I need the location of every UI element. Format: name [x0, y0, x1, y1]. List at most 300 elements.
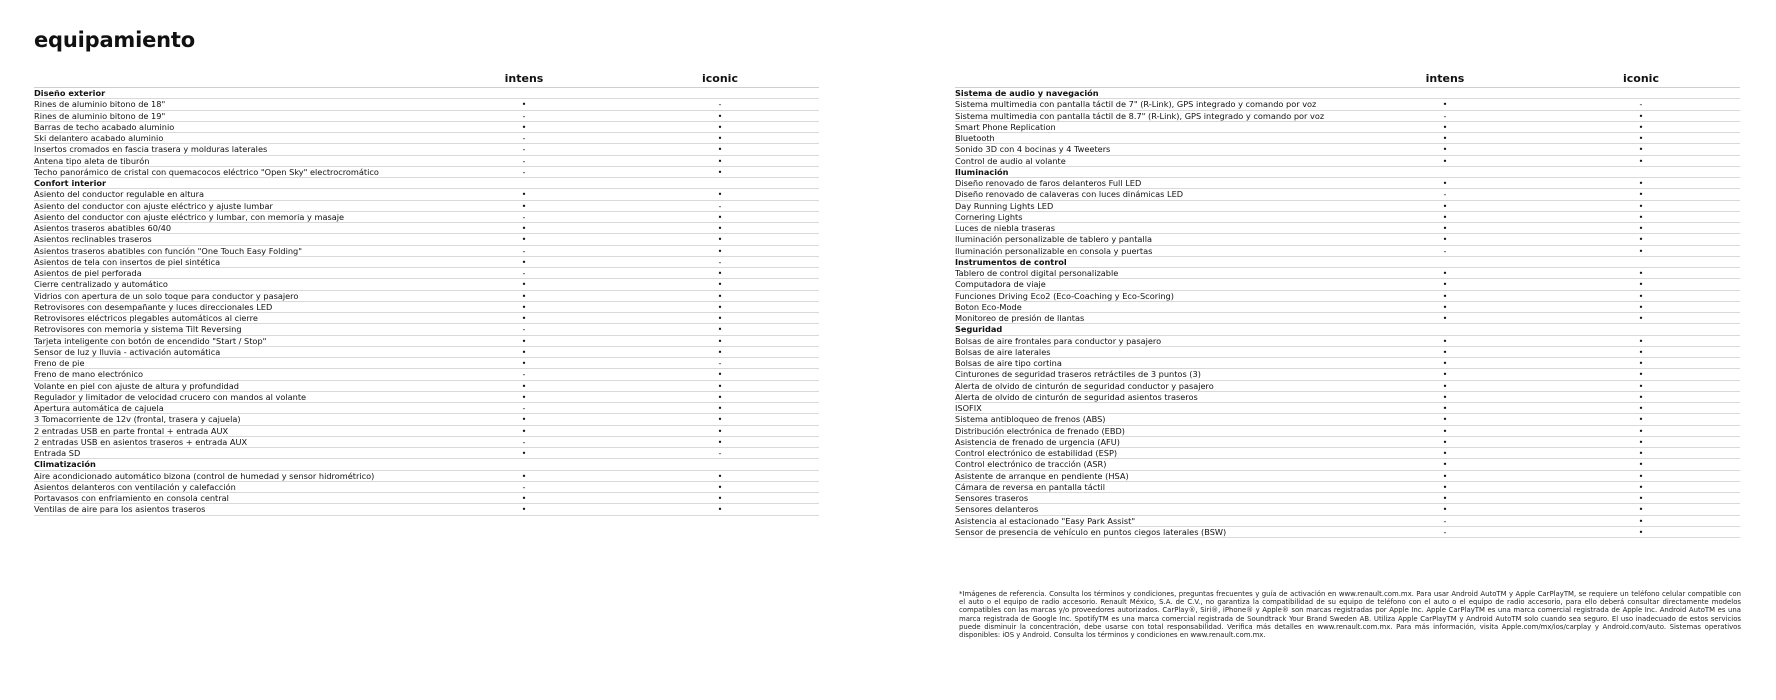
feature-name: Bolsas de aire laterales: [955, 346, 1051, 357]
intens-availability: •: [521, 471, 527, 481]
iconic-availability: •: [1638, 190, 1644, 200]
feature-name: ISOFIX: [955, 403, 982, 413]
feature-name: Distribución electrónica de frenado (EBD): [955, 425, 1125, 436]
iconic-availability: •: [1638, 111, 1644, 121]
iconic-availability: •: [1638, 381, 1644, 391]
table-row: [955, 358, 1740, 369]
table-row: [34, 414, 819, 425]
table-row: [955, 234, 1740, 245]
iconic-availability: -: [718, 257, 722, 267]
intens-availability: •: [521, 336, 527, 346]
column-header: [955, 72, 1740, 88]
table-row: [955, 414, 1740, 425]
feature-name: Retrovisores eléctricos plegables automáticos al cierre: [34, 313, 258, 323]
iconic-availability: •: [1638, 494, 1644, 503]
iconic-availability: •: [1638, 460, 1644, 470]
intens-availability: •: [1442, 381, 1448, 391]
table-row: [955, 223, 1740, 234]
table-row: [34, 122, 819, 133]
intens-availability: •: [521, 122, 527, 132]
footnote: *Imágenes de referencia. Consulta los términos y condiciones, preguntas frecuentes y guía de activación en www.renault.com.mx. Para usar Android AutoTM y Apple CarPlayTM, se requiere un teléfono celular compatible con el auto o el equipo de radio accesorio. Renault México, S.A. de C.V., no garantiza la compatibilidad de su equipo de teléfono con el auto o el equipo de radio accesorio, para ello deberá consultar directamente modelos compatibles con las marcas y/o proveedores autorizados. CarPlay®, Siri®, iPhone® y Apple® son marcas registradas por Apple Inc. Apple CarPlayTM es una marca comercial registrada de Apple Inc. Android AutoTM es una marca registrada de Google Inc. SpotifyTM es una marca comercial registrada de Soundtrack Your Brand Sweden AB. Utiliza Apple CarPlayTM y Android AutoTM solo cuando sea seguro. El uso inadecuado de estos servicios puede disminuir la concentración, debe usarse con total responsabilidad. Verifica más detalles en www.renault.com.mx. Para más información, visita Apple.com/mx/ios/carplay y Android.com/auto. Sistemas operativos disponibles: iOS y Android. Consulta los términos y condiciones en www.renault.com.mx.: [959, 590, 1741, 640]
table-row: [955, 212, 1740, 223]
iconic-availability: •: [717, 505, 723, 515]
section-heading: Climatización: [34, 459, 819, 470]
table-row: [955, 381, 1740, 392]
feature-name: Cornering Lights: [955, 211, 1023, 222]
intens-availability: •: [521, 449, 527, 458]
table-row: [955, 99, 1740, 110]
table-row: [34, 369, 819, 380]
iconic-availability: •: [717, 302, 723, 312]
feature-name: Ski delantero acabado aluminio: [34, 133, 164, 143]
intens-availability: •: [1442, 100, 1448, 110]
column-header-intens: intens: [1425, 72, 1465, 85]
intens-availability: •: [521, 426, 527, 436]
intens-availability: -: [522, 167, 526, 177]
table-row: [955, 268, 1740, 279]
feature-name: Luces de niebla traseras: [955, 223, 1055, 233]
iconic-availability: •: [1638, 437, 1644, 447]
iconic-availability: •: [1638, 201, 1644, 211]
table-row: [955, 201, 1740, 212]
section-heading: Confort interior: [34, 178, 819, 189]
intens-availability: •: [521, 359, 527, 368]
feature-name: 2 entradas USB en asientos traseros + entrada AUX: [34, 436, 248, 447]
feature-name: Asistencia al estacionado "Easy Park Assist": [955, 515, 1136, 526]
table-row: [34, 381, 819, 392]
section-heading: Iluminación: [955, 167, 1740, 178]
table-row: [34, 324, 819, 335]
iconic-availability: •: [717, 145, 723, 155]
iconic-availability: •: [717, 494, 723, 503]
iconic-availability: •: [1638, 122, 1644, 132]
iconic-availability: •: [717, 235, 723, 245]
table-row: [955, 111, 1740, 122]
table-row: [34, 156, 819, 167]
equipment-table-right: [955, 72, 1740, 538]
table-row: [34, 313, 819, 324]
table-row: [34, 347, 819, 358]
intens-availability: •: [1442, 156, 1448, 166]
feature-name: Freno de pie: [34, 358, 85, 368]
iconic-availability: •: [1638, 449, 1644, 458]
intens-availability: •: [1442, 212, 1448, 222]
iconic-availability: •: [1638, 246, 1644, 256]
iconic-availability: •: [717, 370, 723, 380]
intens-availability: •: [521, 291, 527, 301]
feature-name: Monitoreo de presión de llantas: [955, 313, 1085, 323]
table-row: [34, 504, 819, 515]
table-row: [34, 268, 819, 279]
iconic-availability: •: [717, 212, 723, 222]
right-table-body: [955, 88, 1740, 538]
feature-name: Asientos de piel perforada: [34, 268, 142, 278]
feature-name: Sistema antibloqueo de frenos (ABS): [955, 414, 1106, 425]
iconic-availability: •: [1638, 145, 1644, 155]
iconic-availability: -: [718, 359, 722, 368]
iconic-availability: •: [717, 325, 723, 335]
table-row: [34, 167, 819, 178]
table-row: [955, 189, 1740, 200]
table-row: [34, 223, 819, 234]
iconic-availability: •: [1638, 302, 1644, 312]
feature-name: Control electrónico de estabilidad (ESP): [955, 448, 1118, 458]
feature-name: Antena tipo aleta de tiburón: [34, 155, 150, 166]
intens-availability: -: [522, 134, 526, 143]
feature-name: Bolsas de aire frontales para conductor y pasajero: [955, 335, 1162, 346]
table-row: [955, 336, 1740, 347]
page-title: equipamiento: [34, 28, 195, 52]
feature-name: Asientos traseros abatibles con función "One Touch Easy Folding": [34, 245, 303, 256]
intens-availability: •: [1442, 145, 1448, 155]
feature-name: Ventilas de aire para los asientos traseros: [34, 504, 206, 515]
column-header-iconic: iconic: [702, 72, 738, 85]
section-heading: Instrumentos de control: [955, 257, 1740, 268]
iconic-availability: -: [718, 100, 722, 110]
intens-availability: •: [1442, 179, 1448, 188]
intens-availability: •: [1442, 482, 1448, 492]
table-row: [955, 482, 1740, 493]
iconic-availability: •: [717, 381, 723, 391]
iconic-availability: •: [717, 280, 723, 290]
iconic-availability: •: [1638, 392, 1644, 402]
table-row: [955, 156, 1740, 167]
feature-name: Barras de techo acabado aluminio: [34, 121, 175, 132]
iconic-availability: •: [717, 471, 723, 481]
feature-name: 2 entradas USB en parte frontal + entrada AUX: [34, 425, 229, 436]
intens-availability: -: [522, 404, 526, 413]
iconic-availability: •: [1638, 336, 1644, 346]
feature-name: Diseño renovado de calaveras con luces dinámicas LED: [955, 189, 1184, 200]
table-row: [955, 178, 1740, 189]
column-header-intens: intens: [504, 72, 544, 85]
table-row: [34, 437, 819, 448]
iconic-availability: •: [1638, 134, 1644, 143]
iconic-availability: •: [1638, 527, 1644, 537]
feature-name: Portavasos con enfriamiento en consola central: [34, 493, 229, 503]
table-row: [34, 99, 819, 110]
intens-availability: •: [521, 392, 527, 402]
intens-availability: -: [522, 156, 526, 166]
feature-name: Diseño renovado de faros delanteros Full LED: [955, 178, 1142, 188]
intens-availability: •: [1442, 291, 1448, 301]
iconic-availability: •: [717, 336, 723, 346]
iconic-availability: •: [1638, 471, 1644, 481]
intens-availability: •: [521, 415, 527, 425]
intens-availability: -: [1443, 246, 1447, 256]
table-row: [955, 459, 1740, 470]
iconic-availability: •: [1638, 269, 1644, 278]
iconic-availability: •: [717, 415, 723, 425]
feature-name: Entrada SD: [34, 448, 81, 458]
iconic-availability: •: [717, 437, 723, 447]
table-row: [34, 111, 819, 122]
intens-availability: •: [1442, 370, 1448, 380]
intens-availability: -: [522, 370, 526, 380]
iconic-availability: •: [1638, 370, 1644, 380]
intens-availability: -: [522, 246, 526, 256]
intens-availability: •: [521, 494, 527, 503]
intens-availability: •: [1442, 359, 1448, 368]
table-row: [955, 448, 1740, 459]
intens-availability: •: [521, 302, 527, 312]
feature-name: Control electrónico de tracción (ASR): [955, 459, 1107, 470]
intens-availability: •: [1442, 392, 1448, 402]
table-row: [34, 336, 819, 347]
feature-name: Iluminación personalizable de tablero y pantalla: [955, 234, 1152, 245]
table-row: [955, 122, 1740, 133]
table-row: [955, 392, 1740, 403]
section-heading: Sistema de audio y navegación: [955, 88, 1740, 99]
iconic-availability: -: [1639, 100, 1643, 110]
intens-availability: •: [521, 257, 527, 267]
table-row: [955, 279, 1740, 290]
intens-availability: -: [522, 212, 526, 222]
iconic-availability: •: [1638, 235, 1644, 245]
feature-name: Sonido 3D con 4 bocinas y 4 Tweeters: [955, 144, 1111, 155]
iconic-availability: •: [717, 111, 723, 121]
feature-name: Day Running Lights LED: [955, 200, 1054, 211]
intens-availability: •: [1442, 122, 1448, 132]
feature-name: Alerta de olvido de cinturón de seguridad conductor y pasajero: [955, 380, 1214, 391]
table-row: [34, 189, 819, 200]
intens-availability: •: [521, 280, 527, 290]
iconic-availability: •: [717, 190, 723, 200]
feature-name: Rines de aluminio bitono de 18": [34, 99, 166, 110]
equipment-table-left: [34, 72, 819, 516]
table-row: [34, 133, 819, 144]
intens-availability: -: [1443, 111, 1447, 121]
intens-availability: •: [521, 347, 527, 357]
table-row: [34, 426, 819, 437]
intens-availability: •: [521, 224, 527, 233]
iconic-availability: •: [1638, 291, 1644, 301]
intens-availability: •: [1442, 235, 1448, 245]
iconic-availability: •: [717, 122, 723, 132]
feature-name: Smart Phone Replication: [955, 121, 1056, 132]
feature-name: Sistema multimedia con pantalla táctil de 8.7" (R-Link), GPS integrado y comando por voz: [955, 110, 1325, 121]
table-row: [34, 493, 819, 504]
table-row: [34, 144, 819, 155]
section-heading: Seguridad: [955, 324, 1740, 335]
iconic-availability: •: [717, 156, 723, 166]
table-row: [955, 291, 1740, 302]
intens-availability: •: [1442, 471, 1448, 481]
feature-name: Tarjeta inteligente con botón de encendido "Start / Stop": [34, 335, 267, 346]
iconic-availability: -: [718, 449, 722, 458]
table-row: [955, 302, 1740, 313]
table-row: [34, 302, 819, 313]
intens-availability: •: [1442, 347, 1448, 357]
intens-availability: •: [1442, 280, 1448, 290]
intens-availability: •: [1442, 336, 1448, 346]
column-header: [34, 72, 819, 88]
feature-name: Iluminación personalizable en consola y puertas: [955, 245, 1153, 256]
feature-name: Sistema multimedia con pantalla táctil de 7" (R-Link), GPS integrado y comando por voz: [955, 99, 1317, 110]
iconic-availability: •: [1638, 426, 1644, 436]
table-row: [955, 516, 1740, 527]
intens-availability: •: [521, 505, 527, 515]
table-row: [34, 471, 819, 482]
intens-availability: •: [1442, 314, 1448, 323]
intens-availability: •: [1442, 404, 1448, 413]
intens-availability: -: [522, 111, 526, 121]
intens-availability: •: [521, 381, 527, 391]
table-row: [34, 392, 819, 403]
feature-name: Insertos cromados en fascia trasera y molduras laterales: [34, 144, 268, 155]
feature-name: Sensores traseros: [955, 493, 1029, 503]
table-row: [955, 369, 1740, 380]
table-row: [34, 448, 819, 459]
intens-availability: •: [1442, 437, 1448, 447]
feature-name: 3 Tomacorriente de 12v (frontal, trasera y cajuela): [34, 414, 241, 425]
section-heading: Diseño exterior: [34, 88, 819, 99]
table-row: [955, 504, 1740, 515]
feature-name: Bolsas de aire tipo cortina: [955, 358, 1062, 368]
feature-name: Volante en piel con ajuste de altura y profundidad: [34, 380, 239, 391]
iconic-availability: •: [1638, 359, 1644, 368]
iconic-availability: •: [1638, 516, 1644, 526]
iconic-availability: •: [1638, 224, 1644, 233]
feature-name: Aire acondicionado automático bizona (control de humedad y sensor hidrométrico): [34, 470, 375, 481]
iconic-availability: •: [717, 314, 723, 323]
feature-name: Boton Eco-Mode: [955, 301, 1022, 312]
feature-name: Freno de mano electrónico: [34, 369, 143, 380]
iconic-availability: •: [717, 246, 723, 256]
iconic-availability: •: [717, 269, 723, 278]
table-row: [955, 493, 1740, 504]
intens-availability: •: [1442, 415, 1448, 425]
table-row: [955, 471, 1740, 482]
intens-availability: -: [522, 325, 526, 335]
intens-availability: •: [1442, 224, 1448, 233]
table-row: [955, 527, 1740, 538]
iconic-availability: •: [1638, 212, 1644, 222]
iconic-availability: •: [717, 167, 723, 177]
table-row: [34, 279, 819, 290]
table-row: [955, 313, 1740, 324]
iconic-availability: •: [1638, 404, 1644, 413]
iconic-availability: •: [1638, 156, 1644, 166]
intens-availability: -: [1443, 527, 1447, 537]
feature-name: Asiento del conductor con ajuste eléctrico y ajuste lumbar: [34, 200, 273, 211]
table-row: [955, 246, 1740, 257]
feature-name: Vidrios con apertura de un solo toque para conductor y pasajero: [34, 290, 299, 301]
iconic-availability: •: [717, 392, 723, 402]
column-header-iconic: iconic: [1623, 72, 1659, 85]
table-row: [34, 246, 819, 257]
intens-availability: •: [1442, 460, 1448, 470]
iconic-availability: •: [717, 482, 723, 492]
table-row: [34, 291, 819, 302]
left-table-body: [34, 88, 819, 516]
iconic-availability: •: [1638, 280, 1644, 290]
intens-availability: •: [1442, 201, 1448, 211]
feature-name: Retrovisores con memoria y sistema Tilt Reversing: [34, 324, 242, 335]
intens-availability: •: [521, 314, 527, 323]
iconic-availability: •: [1638, 482, 1644, 492]
iconic-availability: •: [1638, 415, 1644, 425]
feature-name: Alerta de olvido de cinturón de seguridad asientos traseros: [955, 391, 1198, 402]
iconic-availability: •: [1638, 179, 1644, 188]
feature-name: Asientos traseros abatibles 60/40: [34, 223, 172, 233]
iconic-availability: -: [718, 201, 722, 211]
feature-name: Sensores delanteros: [955, 504, 1039, 515]
table-row: [34, 234, 819, 245]
feature-name: Techo panorámico de cristal con quemacocos eléctrico "Open Sky" electrocromático: [34, 166, 379, 177]
iconic-availability: •: [1638, 347, 1644, 357]
iconic-availability: •: [717, 224, 723, 233]
intens-availability: -: [1443, 516, 1447, 526]
iconic-availability: •: [717, 291, 723, 301]
intens-availability: •: [1442, 302, 1448, 312]
feature-name: Asistencia de frenado de urgencia (AFU): [955, 436, 1120, 447]
feature-name: Bluetooth: [955, 133, 995, 143]
table-row: [34, 358, 819, 369]
feature-name: Tablero de control digital personalizable: [955, 268, 1119, 278]
feature-name: Cinturones de seguridad traseros retráctiles de 3 puntos (3): [955, 369, 1201, 380]
table-row: [34, 212, 819, 223]
table-row: [955, 144, 1740, 155]
iconic-availability: •: [1638, 505, 1644, 515]
feature-name: Asiento del conductor regulable en altura: [34, 189, 204, 200]
feature-name: Asistente de arranque en pendiente (HSA): [955, 470, 1129, 481]
table-row: [955, 347, 1740, 358]
feature-name: Asientos delanteros con ventilación y calefacción: [34, 481, 236, 492]
feature-name: Sensor de presencia de vehículo en puntos ciegos laterales (BSW): [955, 526, 1227, 537]
feature-name: Asientos de tela con insertos de piel sintética: [34, 256, 221, 267]
iconic-availability: •: [717, 134, 723, 143]
feature-name: Control de audio al volante: [955, 155, 1066, 166]
intens-availability: •: [1442, 505, 1448, 515]
table-row: [955, 403, 1740, 414]
table-row: [955, 426, 1740, 437]
intens-availability: •: [521, 201, 527, 211]
table-row: [34, 403, 819, 414]
feature-name: Regulador y limitador de velocidad crucero con mandos al volante: [34, 391, 307, 402]
feature-name: Funciones Driving Eco2 (Eco-Coaching y Eco-Scoring): [955, 290, 1174, 301]
iconic-availability: •: [717, 404, 723, 413]
table-row: [34, 482, 819, 493]
feature-name: Asientos reclinables traseros: [34, 234, 152, 245]
table-row: [955, 437, 1740, 448]
intens-availability: -: [522, 437, 526, 447]
intens-availability: •: [521, 190, 527, 200]
table-row: [34, 257, 819, 268]
intens-availability: -: [522, 145, 526, 155]
feature-name: Sensor de luz y lluvia - activación automática: [34, 346, 221, 357]
intens-availability: •: [1442, 449, 1448, 458]
feature-name: Apertura automática de cajuela: [34, 403, 164, 413]
intens-availability: •: [521, 235, 527, 245]
iconic-availability: •: [1638, 314, 1644, 323]
table-row: [34, 201, 819, 212]
intens-availability: •: [1442, 494, 1448, 503]
intens-availability: •: [1442, 134, 1448, 143]
intens-availability: -: [522, 482, 526, 492]
table-row: [955, 133, 1740, 144]
iconic-availability: •: [717, 426, 723, 436]
feature-name: Cierre centralizado y automático: [34, 279, 168, 290]
feature-name: Retrovisores con desempañante y luces direccionales LED: [34, 301, 273, 312]
intens-availability: -: [522, 269, 526, 278]
intens-availability: •: [1442, 426, 1448, 436]
feature-name: Asiento del conductor con ajuste eléctrico y lumbar, con memoria y masaje: [34, 211, 345, 222]
feature-name: Rines de aluminio bitono de 19": [34, 110, 166, 121]
intens-availability: •: [521, 100, 527, 110]
intens-availability: •: [1442, 269, 1448, 278]
feature-name: Cámara de reversa en pantalla táctil: [955, 481, 1106, 492]
